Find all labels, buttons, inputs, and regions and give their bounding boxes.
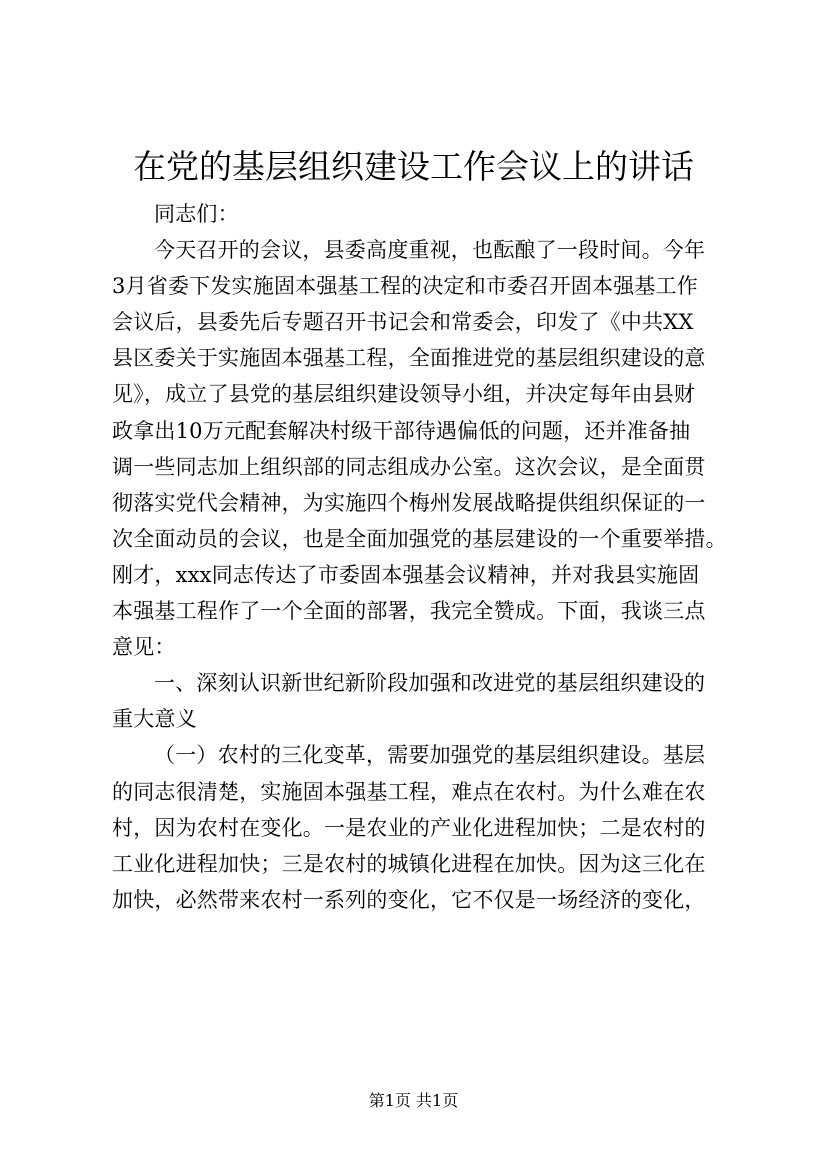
section-heading-line: 一、深刻认识新世纪新阶段加强和改进党的基层组织建设的 (154, 671, 706, 696)
body-line: 调一些同志加上组织部的同志组成办公室。这次会议，是全面贯 (112, 454, 706, 479)
document-title: 在党的基层组织建设工作会议上的讲话 (133, 147, 694, 186)
body-line: 次全面动员的会议，也是全面加强党的基层建设的一个重要举措。 (112, 526, 727, 551)
body-line: 意见： (112, 635, 176, 660)
body-line: 村，因为农村在变化。一是农业的产业化进程加快；二是农村的 (112, 815, 706, 840)
body-line: 加快，必然带来农村一系列的变化，它不仅是一场经济的变化， (112, 887, 706, 912)
body-line: 3月省委下发实施固本强基工程的决定和市委召开固本强基工作 (112, 274, 698, 299)
body-line: 今天召开的会议，县委高度重视，也酝酿了一段时间。今年 (154, 238, 706, 263)
body-line: 县区委关于实施固本强基工程，全面推进党的基层组织建设的意 (112, 346, 706, 371)
salutation-line: 同志们： (154, 202, 239, 226)
body-line: 工业化进程加快；三是农村的城镇化进程在加快。因为这三化在 (112, 851, 706, 876)
body-line: 会议后，县委先后专题召开书记会和常委会，印发了《中共XX (112, 310, 694, 335)
body-line: 见》，成立了县党的基层组织建设领导小组，并决定每年由县财 (112, 382, 696, 407)
body-line: （一）农村的三化变革，需要加强党的基层组织建设。基层 (154, 743, 706, 768)
body-line: 本强基工程作了一个全面的部署，我完全赞成。下面，我谈三点 (112, 599, 706, 624)
body-line: 的同志很清楚，实施固本强基工程，难点在农村。为什么难在农 (112, 779, 706, 804)
document-body (112, 196, 740, 918)
body-line: 刚才，xxx同志传达了市委固本强基会议精神，并对我县实施固 (112, 562, 700, 587)
body-line: 彻落实党代会精神，为实施四个梅州发展战略提供组织保证的一 (112, 490, 706, 515)
page-number-footer: 第1页 共1页 (368, 1091, 459, 1110)
body-line: 政拿出10万元配套解决村级干部待遇偏低的问题，还并准备抽 (112, 418, 691, 443)
section-heading-line: 重大意义 (112, 707, 197, 732)
